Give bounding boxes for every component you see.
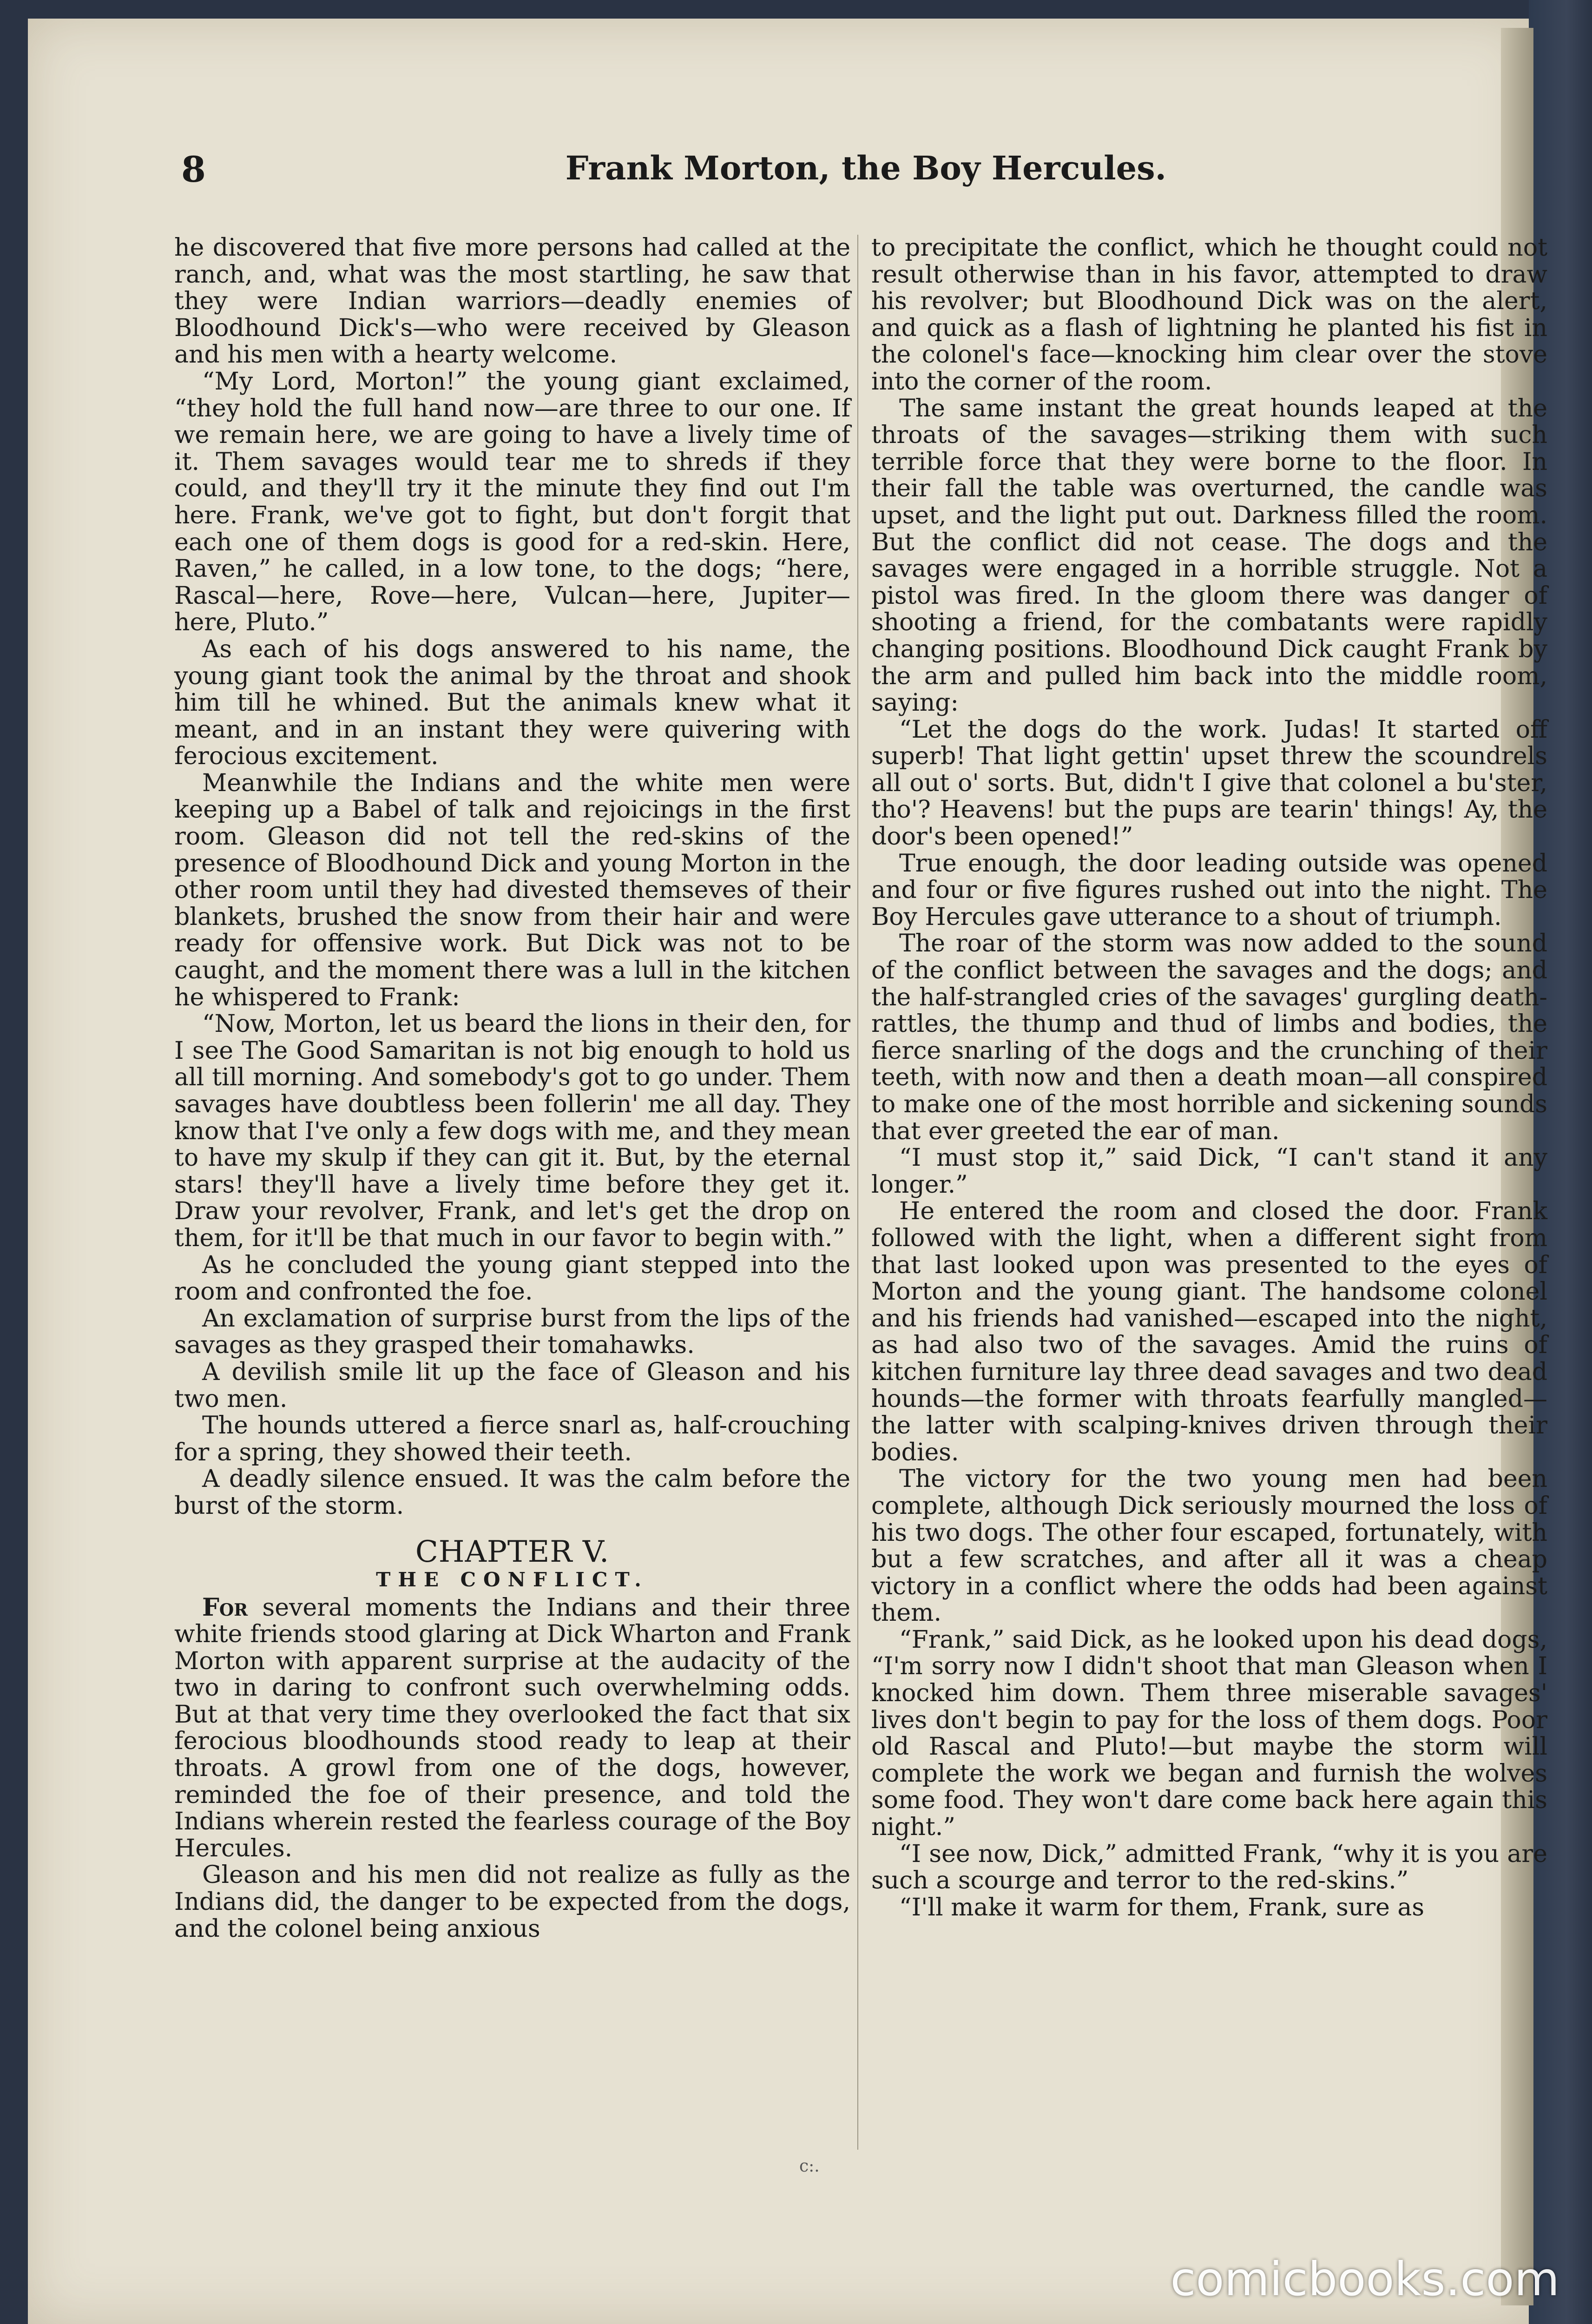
chapter-heading: CHAPTER V. — [415, 1534, 610, 1569]
left-column — [174, 235, 850, 1942]
paragraph: “I must stop it,” said Dick, “I can't stand it any longer.” — [871, 1144, 1547, 1199]
chapter-header — [174, 1536, 850, 1591]
paragraph: “My Lord, Morton!” the young giant exclaimed, “they hold the full hand now—are three to our one. If we remain here, we are going to have a lively time of it. Them savages would tear me to shreds if they could, and they'll try it the minute they find out I'm here. Frank, we've got to fight, but don't forgit that each one of them dogs is good for a red-skin. Here, Raven,” he called, in a low tone, to the dogs; “here, Rascal—here, Rove—here, Vulcan—here, Jupiter—here, Pluto.” — [174, 367, 850, 637]
paragraph: He entered the room and closed the door. Frank followed with the light, when a different sight from that last looked upon was presented to the eyes of Morton and the young giant. The handsome colonel and his friends had vanished—escaped into the night, as had also two of the savages. Amid the ruins of kitchen furniture lay three dead savages and two dead hounds—the former with throats fearfully mangled—the latter with scalping-knives driven through their bodies. — [871, 1197, 1547, 1466]
paragraph: An exclamation of surprise burst from the lips of the savages as they grasped their tomahawks. — [174, 1304, 850, 1360]
paragraph: The hounds uttered a fierce snarl as, half-crouching for a spring, they showed their teeth. — [174, 1412, 850, 1466]
page-header — [181, 149, 1166, 205]
paragraph: A deadly silence ensued. It was the calm before the burst of the storm. — [174, 1465, 850, 1520]
paragraph: Meanwhile the Indians and the white men were keeping up a Babel of talk and rejoicings in the first room. Gleason did not tell the red-skins of the presence of Bloodhound Dick and young Morton in the other room until they had divested themseves of their blankets, brushed the snow from their hair and were ready for offensive work. But Dick was not to be caught, and the moment there was a lull in the kitchen he whispered to Frank: — [174, 769, 850, 1011]
site-watermark: comicbooks.com — [1170, 2252, 1559, 2306]
column-divider — [857, 235, 858, 2150]
paragraph: A devilish smile lit up the face of Gleason and his two men. — [174, 1358, 850, 1413]
printer-mark: c:. — [799, 2157, 820, 2176]
right-column — [871, 235, 1547, 1921]
paragraph: As each of his dogs answered to his name, the young giant took the animal by the throat and shook him till he whined. But the animals knew what it meant, and in an instant they were quivering with ferocious excitement. — [174, 635, 850, 771]
page-number: 8 — [181, 149, 206, 190]
paragraph: to precipitate the conflict, which he thought could not result otherwise than in his favor, attempted to draw his revolver; but Bloodhound Dick was on the alert, and quick as a flash of lightning he planted his fist in the colonel's face—knocking him clear over the stove into the corner of the room. — [871, 234, 1547, 396]
paragraph: Gleason and his men did not realize as fully as the Indians did, the danger to be expected from the dogs, and the colonel being anxious — [174, 1861, 850, 1943]
paragraph: True enough, the door leading outside was opened and four or five figures rushed out into the night. The Boy Hercules gave utterance to a shout of triumph. — [871, 849, 1547, 931]
paragraph — [174, 1594, 850, 1862]
paragraph: he discovered that five more persons had called at the ranch, and, what was the most startling, he saw that they were Indian warriors—deadly enemies of Bloodhound Dick's—who were received by Gleason and his men with a hearty welcome. — [174, 234, 850, 369]
paragraph: “Let the dogs do the work. Judas! It started off superb! That light gettin' upset threw the scoundrels all out o' sorts. But, didn't I give that colonel a bu'ster, tho'? Heavens! but the pups are tearin' things! Ay, the door's been opened!” — [871, 715, 1547, 851]
paragraph: The roar of the storm was now added to the sound of the conflict between the savages and the dogs; and the half-strangled cries of the savages' gurgling death-rattles, the thump and thud of limbs and bodies, the fierce snarling of the dogs and the crunching of their teeth, with now and then a death moan—all conspired to make one of the most horrible and sickening sounds that ever greeted the ear of man. — [871, 930, 1547, 1145]
drop-word: For — [202, 1593, 248, 1622]
paragraph: The same instant the great hounds leaped at the throats of the savages—striking them with such terrible force that they were borne to the floor. In their fall the table was overturned, the candle was upset, and the light put out. Darkness filled the room. But the conflict did not cease. The dogs and the savages were engaged in a horrible struggle. Not a pistol was fired. In the gloom there was danger of shooting a friend, for the combatants were rapidly changing positions. Bloodhound Dick caught Frank by the arm and pulled him back into the middle room, saying: — [871, 394, 1547, 717]
paragraph: “I'll make it warm for them, Frank, sure as — [899, 1893, 1425, 1921]
chapter-subtitle: THE CONFLICT. — [376, 1568, 649, 1591]
paragraph: “Frank,” said Dick, as he looked upon his dead dogs, “I'm sorry now I didn't shoot that man Gleason when I knocked him down. Them three miserable savages' lives don't begin to pay for the loss of them dogs. Poor old Rascal and Pluto!—but maybe the storm will complete the work we began and furnish the wolves some food. They won't dare come back here again this night.” — [871, 1625, 1547, 1842]
paragraph: “Now, Morton, let us beard the lions in their den, for I see The Good Samaritan is not big enough to hold us all till morning. And somebody's got to go under. Them savages have doubtless been follerin' me all day. They know that I've only a few dogs with me, and they mean to have my skulp if they can git it. But, by the eternal stars! they'll have a lively time before they get it. Draw your revolver, Frank, and let's get the drop on them, for it'll be that much in our favor to begin with.” — [174, 1010, 850, 1252]
paragraph-text: several moments the Indians and their three white friends stood glaring at Dick Wharton and Frank Morton with apparent surprise at the audacity of the two in daring to confront such overwhelming odds. But at that very time they overlooked the fact that six ferocious bloodhounds stood ready to leap at their throats. A growl from one of the dogs, however, reminded the foe of their presence, and told the Indians wherein rested the fearless courage of the Boy Hercules. — [174, 1593, 850, 1862]
paragraph: The victory for the two young men had been complete, although Dick seriously mourned the loss of his two dogs. The other four escaped, fortunately, with but a few scratches, and after all it was a cheap victory in a conflict where the odds had been against them. — [871, 1465, 1547, 1627]
paragraph: “I see now, Dick,” admitted Frank, “why it is you are such a scourge and terror to the red-skins.” — [871, 1840, 1547, 1895]
running-title: Frank Morton, the Boy Hercules. — [565, 149, 1166, 187]
paragraph: As he concluded the young giant stepped into the room and confronted the foe. — [174, 1251, 850, 1306]
